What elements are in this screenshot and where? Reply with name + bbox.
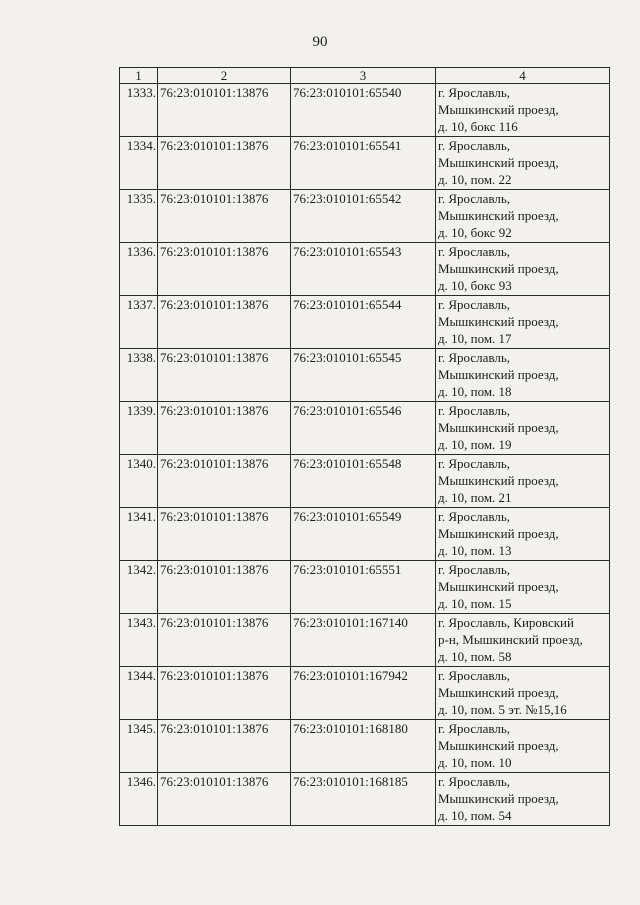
address-line: г. Ярославль, (438, 562, 511, 577)
object-cadastral-number: 76:23:010101:65543 (291, 243, 436, 296)
address-line: Мышкинский проезд, (438, 102, 559, 118)
object-cadastral-number: 76:23:010101:65548 (291, 455, 436, 508)
address-line: р-н, Мышкинский проезд, (438, 632, 583, 648)
registry-table (119, 67, 610, 826)
object-cadastral-number: 76:23:010101:168180 (291, 720, 436, 773)
address-cell (436, 720, 610, 773)
address-line: Мышкинский проезд, (438, 526, 559, 542)
address-line: д. 10, пом. 58 (438, 649, 512, 665)
parcel-cadastral-number: 76:23:010101:13876 (158, 508, 291, 561)
table-row (120, 455, 610, 508)
address-line: г. Ярославль, (438, 509, 511, 524)
parcel-cadastral-number: 76:23:010101:13876 (158, 349, 291, 402)
address-cell (436, 296, 610, 349)
table-row (120, 190, 610, 243)
address-line: д. 10, пом. 13 (438, 543, 512, 559)
parcel-cadastral-number: 76:23:010101:13876 (158, 84, 291, 137)
address-line: г. Ярославль, (438, 85, 511, 100)
address-line: д. 10, пом. 54 (438, 808, 512, 824)
row-number: 1340. (120, 455, 158, 508)
address-line: д. 10, пом. 21 (438, 490, 512, 506)
address-line: г. Ярославль, (438, 297, 511, 312)
row-number: 1335. (120, 190, 158, 243)
address-line: д. 10, пом. 22 (438, 172, 512, 188)
table-row (120, 720, 610, 773)
row-number: 1334. (120, 137, 158, 190)
page-number: 90 (312, 34, 328, 50)
object-cadastral-number: 76:23:010101:167140 (291, 614, 436, 667)
address-cell (436, 561, 610, 614)
address-line: Мышкинский проезд, (438, 738, 559, 754)
row-number: 1341. (120, 508, 158, 561)
object-cadastral-number: 76:23:010101:65542 (291, 190, 436, 243)
address-line: г. Ярославль, (438, 774, 511, 789)
address-line: г. Ярославль, (438, 403, 511, 418)
row-number: 1343. (120, 614, 158, 667)
address-cell (436, 773, 610, 826)
address-line: Мышкинский проезд, (438, 579, 559, 595)
address-line: д. 10, пом. 15 (438, 596, 512, 612)
address-cell (436, 349, 610, 402)
address-line: д. 10, пом. 5 эт. №15,16 (438, 702, 567, 718)
table-header (120, 68, 610, 84)
parcel-cadastral-number: 76:23:010101:13876 (158, 243, 291, 296)
address-cell (436, 243, 610, 296)
table-row (120, 667, 610, 720)
row-number: 1346. (120, 773, 158, 826)
row-number: 1344. (120, 667, 158, 720)
table-row (120, 508, 610, 561)
address-cell (436, 508, 610, 561)
table-body (120, 84, 610, 826)
parcel-cadastral-number: 76:23:010101:13876 (158, 667, 291, 720)
object-cadastral-number: 76:23:010101:168185 (291, 773, 436, 826)
address-cell (436, 667, 610, 720)
table-row (120, 402, 610, 455)
address-line: д. 10, пом. 18 (438, 384, 512, 400)
object-cadastral-number: 76:23:010101:65541 (291, 137, 436, 190)
parcel-cadastral-number: 76:23:010101:13876 (158, 614, 291, 667)
object-cadastral-number: 76:23:010101:65545 (291, 349, 436, 402)
address-line: д. 10, пом. 10 (438, 755, 512, 771)
table-row (120, 84, 610, 137)
address-line: г. Ярославль, Кировский (438, 615, 574, 630)
address-line: г. Ярославль, (438, 244, 511, 259)
parcel-cadastral-number: 76:23:010101:13876 (158, 402, 291, 455)
address-line: г. Ярославль, (438, 350, 511, 365)
address-cell (436, 137, 610, 190)
row-number: 1337. (120, 296, 158, 349)
row-number: 1336. (120, 243, 158, 296)
address-cell (436, 84, 610, 137)
address-line: д. 10, бокс 93 (438, 278, 512, 294)
row-number: 1333. (120, 84, 158, 137)
row-number: 1345. (120, 720, 158, 773)
address-cell (436, 402, 610, 455)
column-header-1: 1 (120, 68, 158, 84)
address-line: Мышкинский проезд, (438, 314, 559, 330)
parcel-cadastral-number: 76:23:010101:13876 (158, 455, 291, 508)
table-row (120, 614, 610, 667)
table-row (120, 296, 610, 349)
parcel-cadastral-number: 76:23:010101:13876 (158, 773, 291, 826)
parcel-cadastral-number: 76:23:010101:13876 (158, 296, 291, 349)
address-line: г. Ярославль, (438, 456, 511, 471)
row-number: 1339. (120, 402, 158, 455)
object-cadastral-number: 76:23:010101:65549 (291, 508, 436, 561)
row-number: 1342. (120, 561, 158, 614)
address-line: г. Ярославль, (438, 191, 511, 206)
address-line: Мышкинский проезд, (438, 473, 559, 489)
address-cell (436, 455, 610, 508)
object-cadastral-number: 76:23:010101:65546 (291, 402, 436, 455)
address-line: Мышкинский проезд, (438, 685, 559, 701)
object-cadastral-number: 76:23:010101:167942 (291, 667, 436, 720)
parcel-cadastral-number: 76:23:010101:13876 (158, 137, 291, 190)
address-line: Мышкинский проезд, (438, 367, 559, 383)
address-cell (436, 614, 610, 667)
address-line: Мышкинский проезд, (438, 791, 559, 807)
address-line: Мышкинский проезд, (438, 155, 559, 171)
column-header-3: 3 (291, 68, 436, 84)
table-row (120, 773, 610, 826)
address-line: г. Ярославль, (438, 721, 511, 736)
address-line: г. Ярославль, (438, 138, 511, 153)
table-row (120, 243, 610, 296)
address-line: Мышкинский проезд, (438, 208, 559, 224)
address-line: д. 10, пом. 17 (438, 331, 512, 347)
table-row (120, 137, 610, 190)
parcel-cadastral-number: 76:23:010101:13876 (158, 561, 291, 614)
address-line: д. 10, бокс 116 (438, 119, 518, 135)
object-cadastral-number: 76:23:010101:65551 (291, 561, 436, 614)
column-header-2: 2 (158, 68, 291, 84)
table-row (120, 349, 610, 402)
table-row (120, 561, 610, 614)
parcel-cadastral-number: 76:23:010101:13876 (158, 190, 291, 243)
object-cadastral-number: 76:23:010101:65544 (291, 296, 436, 349)
address-line: д. 10, пом. 19 (438, 437, 512, 453)
object-cadastral-number: 76:23:010101:65540 (291, 84, 436, 137)
address-line: Мышкинский проезд, (438, 420, 559, 436)
parcel-cadastral-number: 76:23:010101:13876 (158, 720, 291, 773)
column-header-4: 4 (436, 68, 610, 84)
address-line: д. 10, бокс 92 (438, 225, 512, 241)
address-line: г. Ярославль, (438, 668, 511, 683)
address-line: Мышкинский проезд, (438, 261, 559, 277)
address-cell (436, 190, 610, 243)
row-number: 1338. (120, 349, 158, 402)
